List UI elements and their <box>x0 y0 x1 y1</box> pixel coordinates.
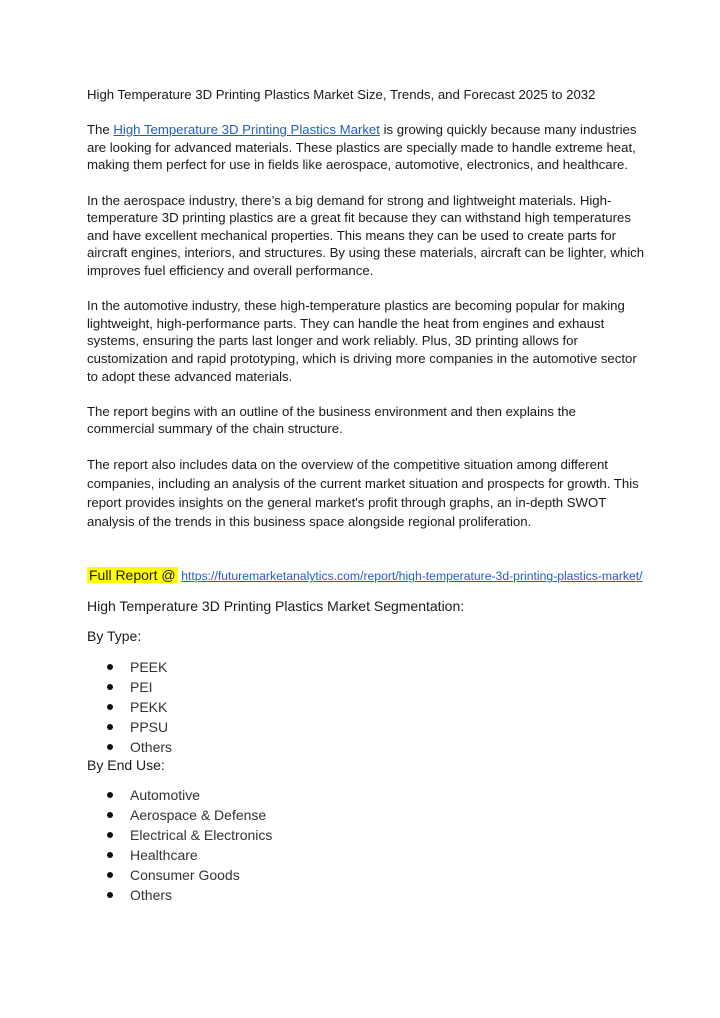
bullet-icon <box>107 664 113 670</box>
report-outline-paragraph: The report begins with an outline of the business environment and then explains the commercial summary of the chain structure. <box>87 403 576 437</box>
competitive-paragraph: The report also includes data on the overview of the competitive situation among different companies, including an analysis of the current market situation and prospects for growth. This report provides insights on the general market's profit through graphs, an in-depth SWOT analysis of the trends in this business space alongside regional proliferation. <box>87 457 639 530</box>
bullet-icon <box>107 812 113 818</box>
automotive-paragraph: In the automotive industry, these high-temperature plastics are becoming popular for making lightweight, high-performance parts. They can handle the heat from engines and exhaust systems, ensuring the parts last longer and work reliably. Plus, 3D printing allows for customization and rapid prototyping, which is driving more companies in the automotive sector to adopt these advanced materials. <box>87 298 637 384</box>
intro-prefix: The <box>87 122 114 138</box>
list-item: Others <box>87 737 647 757</box>
bullet-icon <box>107 832 113 838</box>
list-item: Automotive <box>87 785 647 805</box>
full-report-line <box>87 567 647 586</box>
bullet-icon <box>107 892 113 898</box>
aerospace-paragraph: In the aerospace industry, there’s a big demand for strong and lightweight materials. High-temperature 3D printing plastics are a great fit because they can withstand high temperatures and have excellent mechanical properties. This means they can be used to create parts for aircraft engines, interiors, and structures. By using these materials, aircraft can be lighter, which improves fuel efficiency and overall performance. <box>87 192 645 278</box>
document-title: High Temperature 3D Printing Plastics Market Size, Trends, and Forecast 2025 to 2032 <box>87 87 596 102</box>
by-end-use-list <box>87 785 647 905</box>
bullet-icon <box>107 744 113 750</box>
bullet-icon <box>107 684 113 690</box>
full-report-label: Full Report @ <box>89 567 176 584</box>
by-end-use-label: By End Use: <box>87 757 165 774</box>
market-link[interactable]: High Temperature 3D Printing Plastics Market <box>113 122 380 138</box>
bullet-icon <box>107 872 113 878</box>
bullet-icon <box>107 704 113 710</box>
list-item: Electrical & Electronics <box>87 825 647 845</box>
list-item: PEKK <box>87 697 647 717</box>
list-item: Others <box>87 885 647 905</box>
full-report-url[interactable]: https://futuremarketanalytics.com/report/high-temperature-3d-printing-plastics-market/ <box>181 569 643 584</box>
document-page <box>87 86 647 905</box>
by-type-list <box>87 657 647 757</box>
intro-suffix: is growing quickly because many industries are looking for advanced materials. These plastics are specially made to handle extreme heat, making them perfect for use in fields like aerospace, automotive, electronics, and healthcare. <box>87 122 637 173</box>
list-item: PEI <box>87 677 647 697</box>
bullet-icon <box>107 724 113 730</box>
list-item: PPSU <box>87 717 647 737</box>
list-item: Consumer Goods <box>87 865 647 885</box>
list-item: Aerospace & Defense <box>87 805 647 825</box>
by-type-label: By Type: <box>87 627 142 644</box>
segmentation-title: High Temperature 3D Printing Plastics Market Segmentation: <box>87 598 465 615</box>
list-item: PEEK <box>87 657 647 677</box>
bullet-icon <box>107 792 113 798</box>
bullet-icon <box>107 852 113 858</box>
intro-paragraph <box>87 121 647 174</box>
list-item: Healthcare <box>87 845 647 865</box>
